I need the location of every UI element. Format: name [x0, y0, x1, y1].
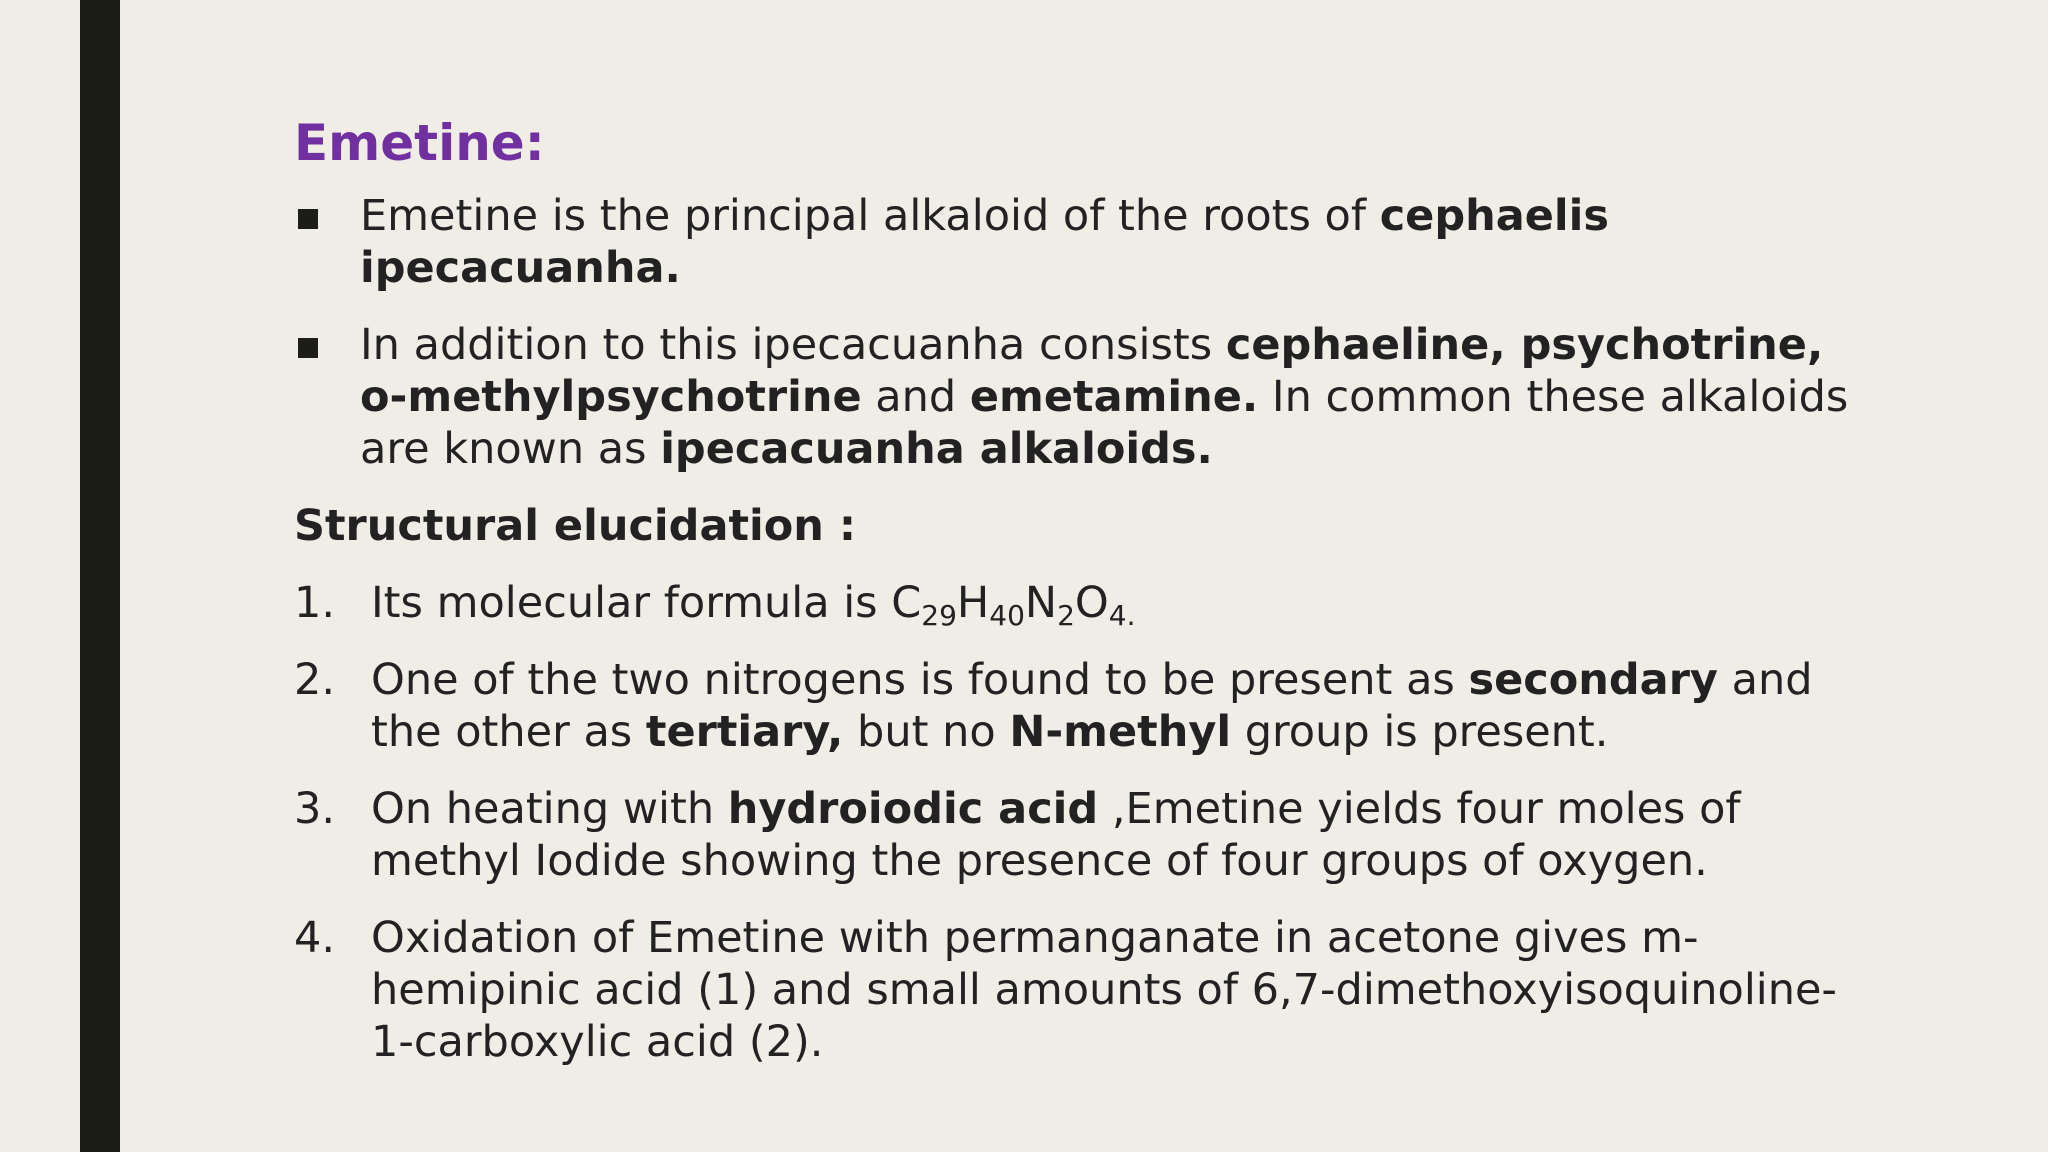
formula-subscript: 2: [1057, 599, 1075, 632]
numbered-item: [294, 912, 1874, 1068]
numbered-item: [294, 783, 1874, 887]
slide-title: Emetine:: [294, 114, 545, 172]
bullet-text: Emetine is the principal alkaloid of the roots of: [360, 191, 1380, 241]
item-text: On heating with: [371, 784, 728, 834]
bullet-text: In common these alkaloids are known as: [360, 372, 1849, 474]
bullet-item: [294, 190, 1874, 294]
square-bullet-icon: [298, 338, 318, 358]
bullet-bold-text: emetamine.: [969, 372, 1259, 422]
bullet-bold-text: cephaeline, psychotrine, o-methylpsychotrine: [360, 320, 1824, 422]
formula-subscript: 40: [989, 599, 1025, 632]
item-text: group is present.: [1231, 707, 1609, 757]
item-number: 1.: [294, 578, 336, 628]
section-heading: Structural elucidation :: [294, 501, 857, 551]
item-text: ,Emetine yields four moles of methyl Iodide showing the presence of four groups of oxygen.: [371, 784, 1741, 886]
item-bold-text: secondary: [1468, 655, 1718, 705]
item-text: Its molecular formula is C: [371, 578, 922, 628]
item-text: and the other as: [371, 655, 1813, 757]
numbered-item: [294, 654, 1874, 758]
item-bold-text: hydroiodic acid: [727, 784, 1099, 834]
item-text: O: [1074, 578, 1109, 628]
bullet-bold-text: cephaelis ipecacuanha.: [360, 191, 1609, 293]
item-text: One of the two nitrogens is found to be present as: [371, 655, 1469, 705]
bullet-text: In addition to this ipecacuanha consists: [360, 320, 1226, 370]
item-text: but no: [843, 707, 1010, 757]
slide-side-bar: [80, 0, 120, 1152]
numbered-item: [294, 577, 1874, 632]
square-bullet-icon: [298, 209, 318, 229]
formula-subscript: 29: [921, 599, 957, 632]
item-bold-text: tertiary,: [645, 707, 844, 757]
item-text: H: [956, 578, 990, 628]
item-text: N: [1024, 578, 1058, 628]
item-bold-text: N-methyl: [1009, 707, 1232, 757]
item-text: Oxidation of Emetine with permanganate in acetone gives m-hemipinic acid (1) and small amounts of 6,7-dimethoxyisoquinoline-1-carboxylic acid (2).: [371, 913, 1837, 1067]
bullet-item: [294, 319, 1874, 475]
slide-content: [294, 108, 1874, 1093]
bullet-bold-text: ipecacuanha alkaloids.: [660, 424, 1213, 474]
bullet-text: and: [861, 372, 970, 422]
item-number: 4.: [294, 913, 336, 963]
formula-subscript: 4.: [1108, 599, 1136, 632]
item-number: 3.: [294, 784, 336, 834]
item-number: 2.: [294, 655, 336, 705]
